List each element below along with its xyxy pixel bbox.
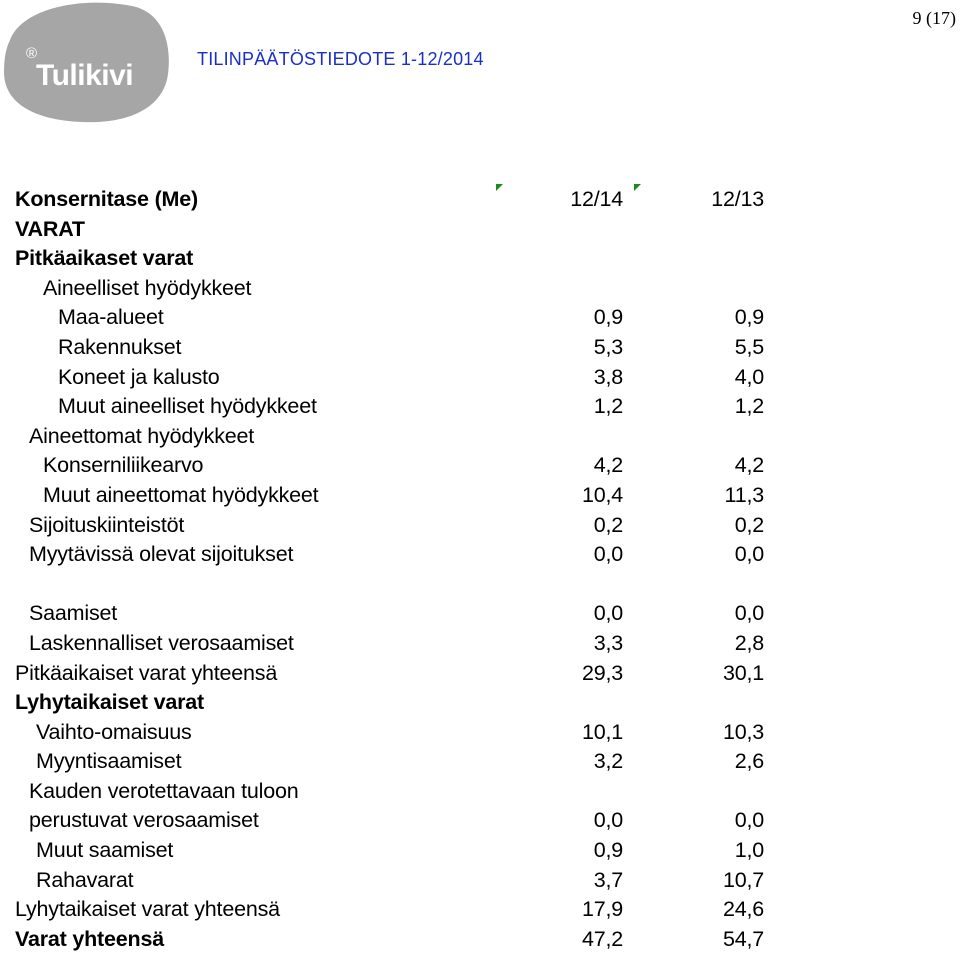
- value-12-14: 0,0: [593, 808, 623, 833]
- row-label: Myytävissä olevat sijoitukset: [29, 542, 294, 567]
- value-12-13: 0,0: [734, 601, 764, 626]
- table-row: [0, 599, 960, 629]
- value-12-14: 47,2: [581, 926, 623, 951]
- value-12-13: 5,5: [734, 334, 764, 359]
- value-12-14: 10,1: [581, 719, 623, 744]
- table-row: [0, 215, 960, 245]
- row-label: Rahavarat: [36, 867, 134, 892]
- logo-registered-mark: ®: [26, 45, 38, 62]
- row-label: Muut aineettomat hyödykkeet: [43, 482, 319, 507]
- table-row: [0, 363, 960, 393]
- table-row: [0, 866, 960, 896]
- table-row: [0, 747, 960, 777]
- row-label: Vaihto-omaisuus: [36, 719, 192, 744]
- value-12-14: 0,9: [593, 305, 623, 330]
- table-row: [0, 629, 960, 659]
- column-header-12-14: 12/14: [570, 187, 623, 211]
- value-12-13: 54,7: [722, 926, 764, 951]
- row-label: Sijoituskiinteistöt: [29, 512, 185, 537]
- value-12-13: 1,0: [734, 838, 764, 863]
- balance-sheet-table: [0, 185, 960, 954]
- logo-wordmark: Tulikivi: [36, 59, 134, 92]
- value-12-13: 10,3: [722, 719, 764, 744]
- value-12-13: 2,8: [734, 630, 764, 655]
- value-12-13: 4,2: [734, 453, 764, 478]
- row-label: Pitkäaikaiset varat yhteensä: [15, 660, 278, 685]
- table-row: [0, 422, 960, 452]
- table-row: [0, 303, 960, 333]
- value-12-13: 1,2: [734, 394, 764, 419]
- value-12-14: 3,8: [593, 364, 623, 389]
- row-label: Laskennalliset verosaamiset: [29, 630, 294, 655]
- value-12-14: 1,2: [593, 394, 623, 419]
- value-12-14: 17,9: [581, 897, 623, 922]
- row-label: perustuvat verosaamiset: [29, 808, 259, 833]
- value-12-14: 0,2: [593, 512, 623, 537]
- row-label: Muut aineelliset hyödykkeet: [58, 394, 317, 419]
- table-row: [0, 688, 960, 718]
- tulikivi-logo: [2, 2, 170, 124]
- value-12-13: 0,9: [734, 305, 764, 330]
- document-title: TILINPÄÄTÖSTIEDOTE 1-12/2014: [197, 49, 484, 69]
- row-label: Saamiset: [29, 601, 118, 626]
- column-header-12-13: 12/13: [711, 187, 764, 211]
- row-label: Lyhytaikaiset varat yhteensä: [15, 897, 280, 922]
- table-row: [0, 836, 960, 866]
- table-row: [0, 925, 960, 955]
- value-12-13: 10,7: [722, 867, 764, 892]
- value-12-13: 4,0: [734, 364, 764, 389]
- value-12-14: 29,3: [581, 660, 623, 685]
- table-row: [0, 451, 960, 481]
- value-12-13: 2,6: [734, 749, 764, 774]
- value-12-13: 24,6: [722, 897, 764, 922]
- value-12-13: 0,0: [734, 808, 764, 833]
- value-12-14: 3,3: [593, 630, 623, 655]
- value-12-14: 0,0: [593, 601, 623, 626]
- row-label: Aineelliset hyödykkeet: [43, 275, 252, 300]
- row-label: Pitkäaikaset varat: [15, 246, 194, 271]
- row-label: VARAT: [15, 216, 85, 241]
- row-label: Aineettomat hyödykkeet: [29, 423, 255, 448]
- table-row: [0, 244, 960, 274]
- row-label: Myyntisaamiset: [36, 749, 182, 774]
- value-12-14: 10,4: [581, 482, 623, 507]
- row-label: Rakennukset: [58, 334, 182, 359]
- table-title: Konsernitase (Me): [15, 187, 198, 211]
- table-spacer-row: [0, 570, 960, 600]
- table-row: [0, 511, 960, 541]
- row-label: Muut saamiset: [36, 838, 174, 863]
- value-12-13: 0,2: [734, 512, 764, 537]
- row-label: Maa-alueet: [58, 305, 164, 330]
- table-row: [0, 333, 960, 363]
- value-12-14: 3,7: [593, 867, 623, 892]
- row-label: Kauden verotettavaan tuloon: [29, 778, 299, 803]
- page-number: 9 (17): [912, 8, 956, 28]
- value-12-13: 30,1: [722, 660, 764, 685]
- value-12-13: 0,0: [734, 542, 764, 567]
- row-label: Lyhytaikaiset varat: [15, 690, 205, 715]
- row-label: Varat yhteensä: [15, 926, 164, 951]
- table-row: [0, 895, 960, 925]
- table-header-row: [0, 185, 960, 215]
- table-row: [0, 274, 960, 304]
- value-12-14: 5,3: [593, 334, 623, 359]
- table-row: [0, 718, 960, 748]
- table-row: [0, 777, 960, 807]
- value-12-14: 4,2: [593, 453, 623, 478]
- table-row: [0, 659, 960, 689]
- value-12-14: 3,2: [593, 749, 623, 774]
- value-12-14: 0,9: [593, 838, 623, 863]
- table-row: [0, 392, 960, 422]
- table-row: [0, 806, 960, 836]
- row-label: Koneet ja kalusto: [58, 364, 220, 389]
- row-label: Konserniliikearvo: [43, 453, 204, 478]
- table-row: [0, 481, 960, 511]
- value-12-13: 11,3: [724, 482, 764, 507]
- value-12-14: 0,0: [593, 542, 623, 567]
- table-row: [0, 540, 960, 570]
